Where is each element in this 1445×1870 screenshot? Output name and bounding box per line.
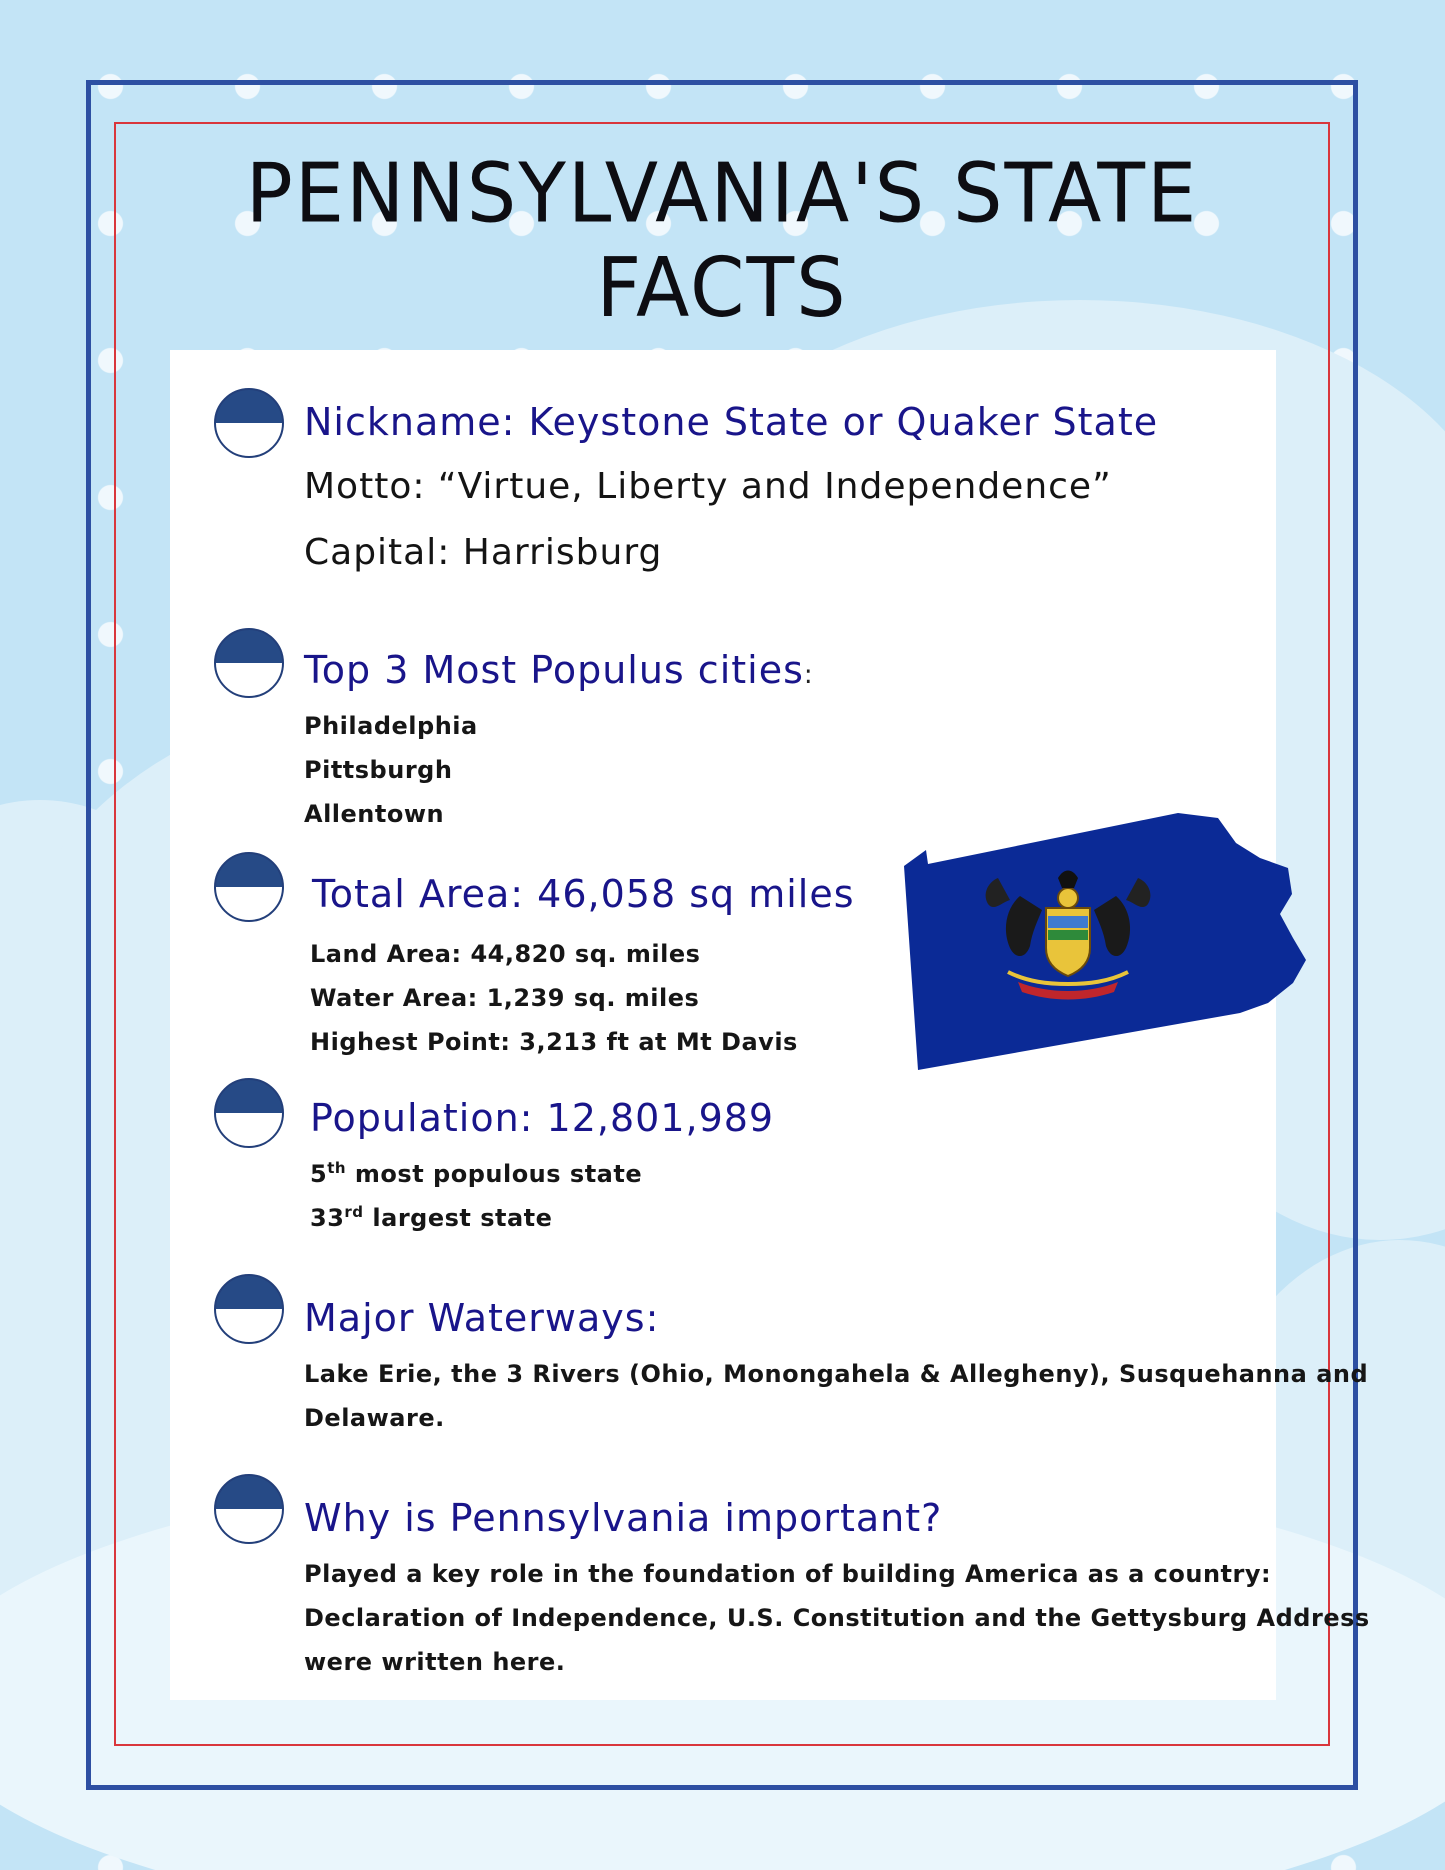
- cities-heading-colon: :: [803, 660, 814, 690]
- population-rank-text: [310, 1160, 642, 1188]
- importance-text: Declaration of Independence, U.S. Constitution and the Gettysburg Address: [304, 1604, 1370, 1632]
- half-circle-bullet-icon: [214, 1078, 284, 1148]
- half-circle-bullet-icon: [214, 388, 284, 458]
- waterways-text: Lake Erie, the 3 Rivers (Ohio, Monongahela & Allegheny), Susquehanna and: [304, 1360, 1369, 1388]
- pennsylvania-flag-map-icon: [888, 808, 1308, 1078]
- size-rank-text: [310, 1204, 552, 1232]
- half-circle-bullet-icon: [214, 1274, 284, 1344]
- rank-number: 33: [310, 1204, 345, 1232]
- importance-text: Played a key role in the foundation of building America as a country:: [304, 1560, 1272, 1588]
- waterways-text: Delaware.: [304, 1404, 445, 1432]
- population-heading: Population: 12,801,989: [310, 1096, 775, 1140]
- water-area-text: Water Area: 1,239 sq. miles: [310, 984, 700, 1012]
- land-area-text: Land Area: 44,820 sq. miles: [310, 940, 701, 968]
- importance-heading: Why is Pennsylvania important?: [304, 1496, 943, 1540]
- importance-text: were written here.: [304, 1648, 566, 1676]
- half-circle-bullet-icon: [214, 852, 284, 922]
- rank-suffix: rd: [344, 1203, 364, 1221]
- rank-suffix: th: [327, 1159, 347, 1177]
- waterways-heading: Major Waterways:: [304, 1296, 660, 1340]
- cities-heading: [304, 648, 814, 692]
- page-title: PENNSYLVANIA'S STATE FACTS: [245, 147, 1199, 336]
- half-circle-bullet-icon: [214, 628, 284, 698]
- nickname-heading: Nickname: Keystone State or Quaker State: [304, 400, 1159, 444]
- motto-text: Motto: “Virtue, Liberty and Independence”: [304, 466, 1112, 507]
- half-circle-bullet-icon: [214, 1474, 284, 1544]
- highest-point-text: Highest Point: 3,213 ft at Mt Davis: [310, 1028, 798, 1056]
- capital-text: Capital: Harrisburg: [304, 532, 663, 573]
- city-item: Pittsburgh: [304, 756, 453, 784]
- city-item: Philadelphia: [304, 712, 478, 740]
- rank-text: largest state: [363, 1204, 553, 1232]
- cities-heading-text: Top 3 Most Populus cities: [304, 648, 804, 692]
- rank-text: most populous state: [346, 1160, 643, 1188]
- area-heading: Total Area: 46,058 sq miles: [312, 872, 855, 916]
- city-item: Allentown: [304, 800, 445, 828]
- rank-number: 5: [310, 1160, 328, 1188]
